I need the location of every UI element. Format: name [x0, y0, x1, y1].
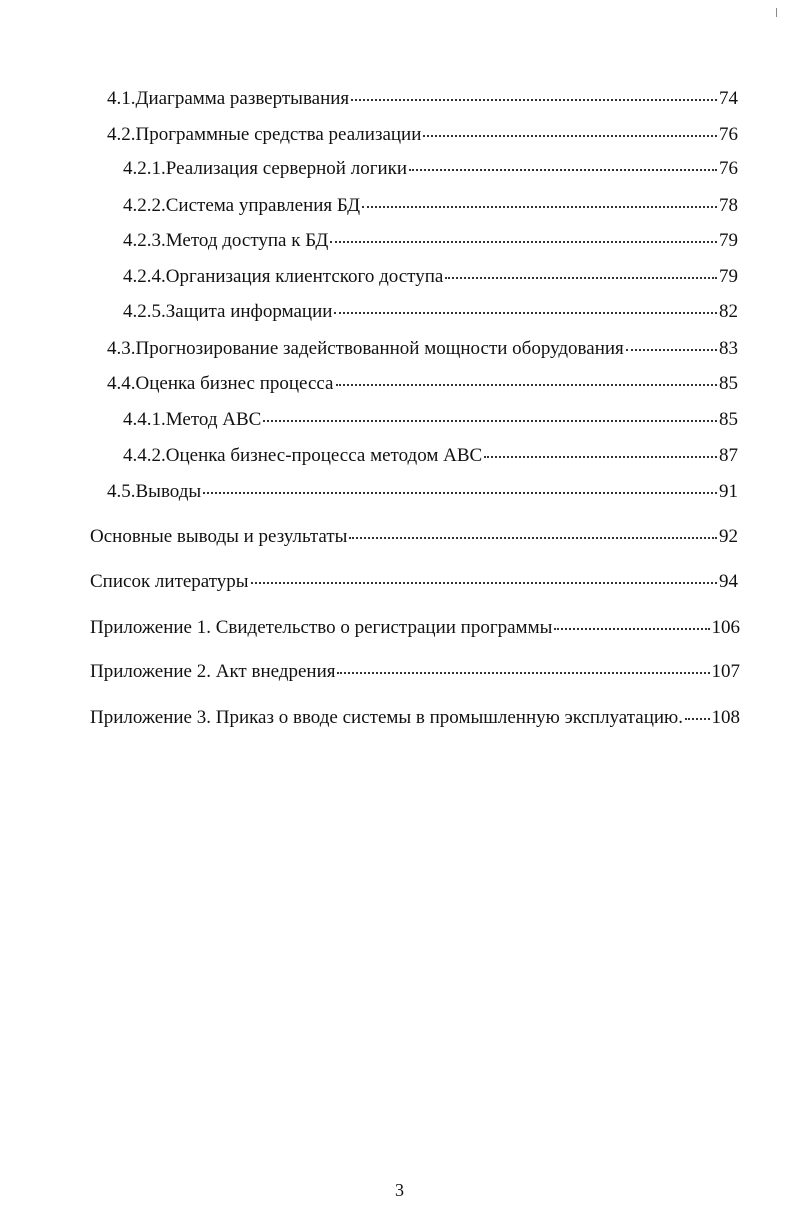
toc-entry	[90, 707, 740, 729]
toc-entry-page: 87	[719, 445, 738, 466]
toc-leader-dots	[409, 169, 717, 171]
toc-entry-title: Приложение 1. Свидетельство о регистрации программы	[90, 617, 553, 638]
toc-entry	[90, 617, 740, 639]
toc-leader-dots	[203, 492, 717, 494]
toc-entry-title: 4.2.4.Организация клиентского доступа	[123, 266, 444, 287]
toc-leader-dots	[484, 456, 717, 458]
toc-entry-title: Приложение 3. Приказ о вводе системы в промышленную эксплуатацию.	[90, 707, 683, 728]
toc-entry-page: 82	[719, 301, 738, 322]
toc-entry-page: 74	[719, 88, 738, 109]
toc-leader-dots	[685, 718, 710, 720]
toc-leader-dots	[362, 206, 717, 208]
toc-entry-page: 107	[711, 661, 740, 682]
toc-entry	[90, 661, 740, 683]
toc-entry-title: 4.4.1.Метод АВС	[123, 409, 262, 430]
toc-entry-page: 108	[711, 707, 740, 728]
toc-entry	[123, 409, 738, 431]
toc-entry-title: 4.5.Выводы	[107, 481, 202, 502]
toc-leader-dots	[330, 241, 717, 243]
toc-entry-page: 85	[719, 409, 738, 430]
toc-entry-title: Список литературы	[90, 571, 249, 592]
toc-leader-dots	[349, 537, 717, 539]
toc-entry	[107, 338, 738, 360]
toc-entry	[123, 195, 738, 217]
toc-entry-page: 85	[719, 373, 738, 394]
toc-entry	[90, 571, 738, 593]
toc-entry	[123, 266, 738, 288]
toc-entry-title: Основные выводы и результаты	[90, 526, 348, 547]
toc-entry-page: 91	[719, 481, 738, 502]
toc-entry-title: 4.4.2.Оценка бизнес-процесса методом АВС	[123, 445, 483, 466]
toc-entry-title: 4.2.5.Защита информации	[123, 301, 333, 322]
toc-entry-title: 4.2.Программные средства реализации	[107, 124, 422, 145]
toc-leader-dots	[423, 135, 717, 137]
toc-entry	[123, 445, 738, 467]
toc-entry	[107, 88, 738, 110]
toc-leader-dots	[336, 384, 718, 386]
toc-entry	[90, 526, 738, 548]
toc-entry	[123, 158, 738, 180]
toc-entry-title: 4.2.2.Система управления БД	[123, 195, 361, 216]
toc-leader-dots	[251, 582, 717, 584]
toc-leader-dots	[263, 420, 717, 422]
toc-entry-title: 4.2.1.Реализация серверной логики	[123, 158, 408, 179]
scan-artifact	[776, 8, 777, 17]
toc-entry	[123, 301, 738, 323]
toc-entry-page: 106	[711, 617, 740, 638]
toc-entry-title: Приложение 2. Акт внедрения	[90, 661, 336, 682]
toc-entry	[123, 230, 738, 252]
toc-entry-page: 78	[719, 195, 738, 216]
toc-entry	[107, 373, 738, 395]
toc-leader-dots	[626, 349, 717, 351]
toc-entry	[107, 481, 738, 503]
toc-entry-page: 79	[719, 266, 738, 287]
page-number: 3	[395, 1180, 404, 1200]
toc-entry-title: 4.2.3.Метод доступа к БД	[123, 230, 329, 251]
toc-entry-title: 4.1.Диаграмма развертывания	[107, 88, 350, 109]
toc-entry	[107, 124, 738, 146]
toc-entry-page: 76	[719, 158, 738, 179]
toc-entry-page: 79	[719, 230, 738, 251]
toc-entry-page: 94	[719, 571, 738, 592]
toc-leader-dots	[445, 277, 717, 279]
toc-entry-page: 83	[719, 338, 738, 359]
toc-leader-dots	[337, 672, 709, 674]
toc-entry-page: 92	[719, 526, 738, 547]
toc-leader-dots	[351, 99, 717, 101]
toc-leader-dots	[334, 312, 717, 314]
toc-leader-dots	[554, 628, 709, 630]
toc-entry-title: 4.4.Оценка бизнес процесса	[107, 373, 334, 394]
toc-entry-title: 4.3.Прогнозирование задействованной мощности оборудования	[107, 338, 624, 359]
toc-entry-page: 76	[719, 124, 738, 145]
